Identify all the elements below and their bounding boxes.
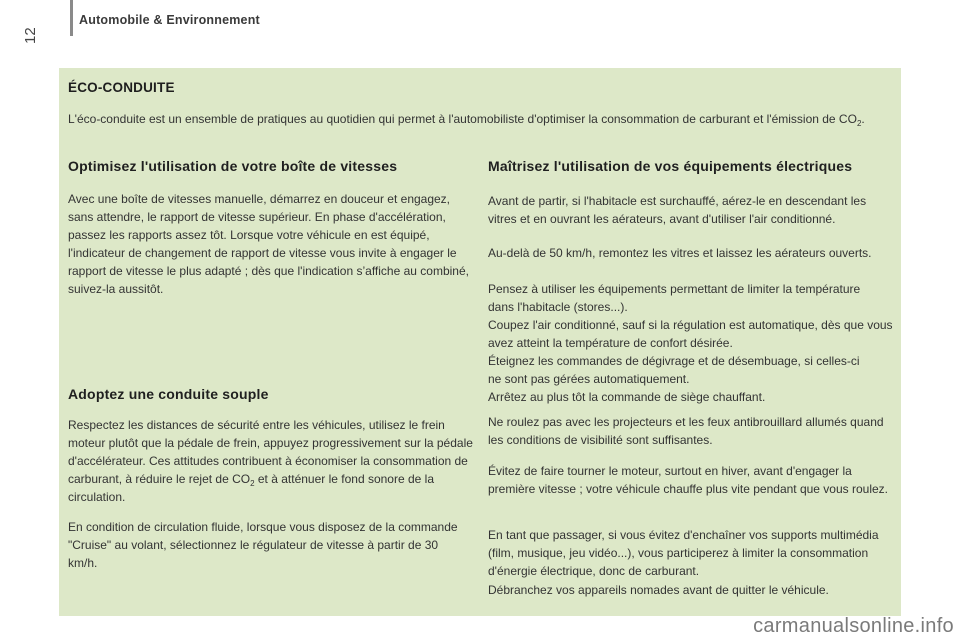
electrical-paragraph-9: En tant que passager, si vous évitez d'enchaîner vos supports multimédia (film, musique, jeu vidéo...), vous participerez à limiter la consommation d'énergie électrique, donc de carburant.: [488, 528, 879, 578]
electrical-paragraph-1: Avant de partir, si l'habitacle est surchauffé, aérez-le en descendant les vitres et en ouvrant les aérateurs, avant d'utiliser l'air conditionné.: [488, 194, 867, 226]
smooth-driving-section-title: Adoptez une conduite souple: [68, 386, 269, 402]
eco-driving-panel: [59, 68, 901, 616]
electrical-paragraph-7: Ne roulez pas avec les projecteurs et les feux antibrouillard allumés quand les conditions de visibilité sont suffisantes.: [488, 415, 884, 447]
electrical-paragraph-10: Débranchez vos appareils nomades avant de quitter le véhicule.: [488, 583, 829, 597]
header-rule: [70, 0, 73, 36]
gearbox-paragraph: Avec une boîte de vitesses manuelle, démarrez en douceur et engagez, sans attendre, le rapport de vitesse supérieur. En phase d'accélération, passez les rapports assez tôt. Lorsque votre véhicule en est équipé, l'indicateur de changement de rapport de vitesse vous invite à engager le rapport de vitesse le plus adapté ; dès que l'indication s’affiche au combiné, suivez-la aussitôt.: [68, 192, 469, 296]
electrical-paragraph-8: Évitez de faire tourner le moteur, surtout en hiver, avant d'engager la première vitesse ; votre véhicule chauffe plus vite pendant que vous roulez.: [488, 464, 889, 496]
panel-title: ÉCO-CONDUITE: [68, 80, 175, 95]
smooth-driving-paragraph: [68, 416, 480, 506]
gearbox-section-title: Optimisez l'utilisation de votre boîte de vitesses: [68, 158, 398, 174]
cruise-paragraph: En condition de circulation fluide, lorsque vous disposez de la commande "Cruise" au volant, sélectionnez le régulateur de vitesse à partir de 30 km/h.: [68, 520, 458, 570]
page-header-title: Automobile & Environnement: [79, 13, 260, 27]
electrical-paragraph-5: Éteignez les commandes de dégivrage et de désembuage, si celles-ci ne sont pas gérées automatiquement.: [488, 354, 860, 386]
electrical-paragraph-4: Coupez l'air conditionné, sauf si la régulation est automatique, dès que vous avez atteint la température de confort désirée.: [488, 318, 893, 350]
intro-end: .: [861, 112, 865, 126]
smooth-driving-subscript: 2: [250, 479, 255, 488]
watermark-text: carmanualsonline.info: [753, 615, 954, 637]
intro-paragraph: [68, 110, 878, 128]
electrical-paragraph-6: Arrêtez au plus tôt la commande de siège chauffant.: [488, 390, 766, 404]
electrical-paragraph-2: Au-delà de 50 km/h, remontez les vitres et laissez les aérateurs ouverts.: [488, 246, 872, 260]
smooth-driving-text-b: et à atténuer le fond sonore de la circulation.: [68, 472, 435, 504]
intro-text: L'éco-conduite est un ensemble de pratiques au quotidien qui permet à l'automobiliste d'optimiser la consommation de carburant et l'émission de CO: [68, 112, 857, 126]
intro-subscript: 2: [856, 119, 862, 128]
electrical-section-title: Maîtrisez l'utilisation de vos équipements électriques: [488, 158, 853, 174]
smooth-driving-text-a: Respectez les distances de sécurité entre les véhicules, utilisez le frein moteur plutôt que la pédale de frein, appuyez progressivement sur la pédale d'accélérateur. Ces attitudes contribuent à économiser la consommation de carburant, à réduire le rejet de CO: [68, 418, 473, 486]
electrical-paragraph-3: Pensez à utiliser les équipements permettant de limiter la température dans l'habitacle (stores...).: [488, 282, 861, 314]
page-number: 12: [22, 27, 39, 44]
